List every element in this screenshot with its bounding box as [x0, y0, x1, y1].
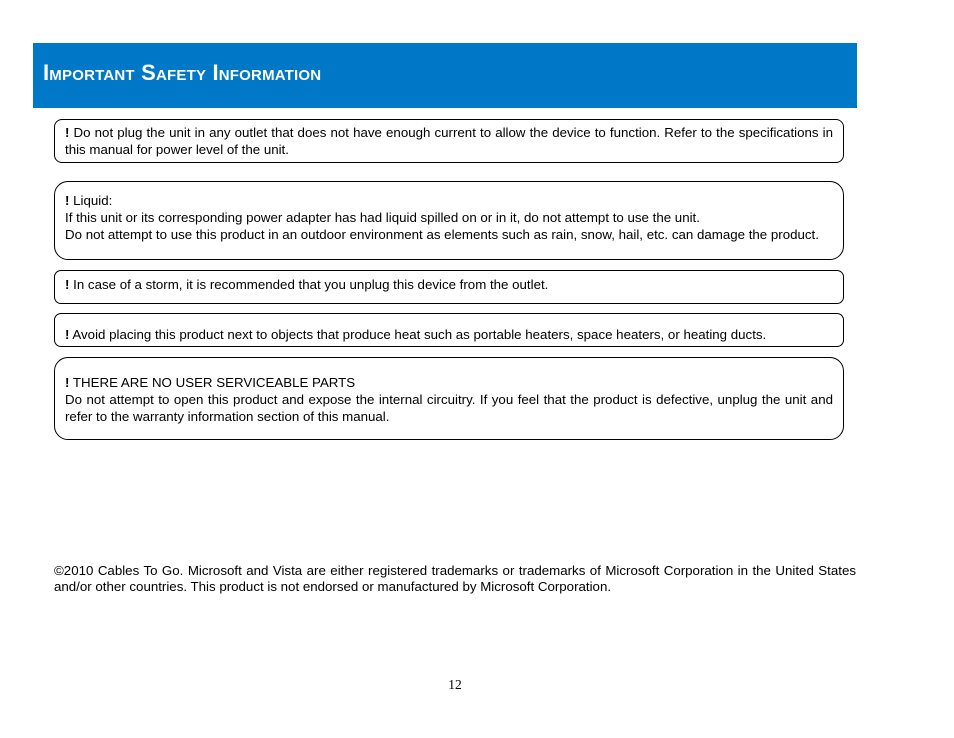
page-number: 12: [448, 677, 462, 692]
safety-notice-power-outlet: [54, 119, 844, 163]
page-title: Important Safety Information: [43, 60, 322, 85]
warning-mark: !: [65, 327, 70, 342]
notice-text: ! Do not plug the unit in any outlet that does not have enough current to allow the device to function. Refer to the specifications in this manual for power level of the unit.: [65, 125, 833, 157]
notice-heading: ! THERE ARE NO USER SERVICEABLE PARTS: [65, 375, 356, 390]
notice-text: ! Avoid placing this product next to objects that produce heat such as portable heaters, space heaters, or heating ducts.: [65, 327, 767, 342]
safety-notice-no-serviceable-parts: [54, 357, 844, 440]
warning-mark: !: [65, 277, 70, 292]
safety-notice-heat: [54, 313, 844, 347]
copyright-notice: ©2010 Cables To Go. Microsoft and Vista are either registered trademarks or trademarks of Microsoft Corporation in the United States and/or other countries. This product is not endorsed or manufactured by Microsoft Corporation.: [54, 563, 856, 594]
notice-text: ! In case of a storm, it is recommended that you unplug this device from the outlet.: [65, 277, 549, 292]
notice-text: If this unit or its corresponding power adapter has had liquid spilled on or in it, do not attempt to use the unit.: [65, 210, 700, 225]
notice-heading: ! Liquid:: [65, 193, 113, 208]
warning-mark: !: [65, 375, 70, 390]
warning-mark: !: [65, 193, 70, 208]
section-header-banner: [33, 43, 857, 108]
notice-text: Do not attempt to use this product in an outdoor environment as elements such as rain, snow, hail, etc. can damage the product.: [65, 227, 819, 242]
notice-text: Do not attempt to open this product and expose the internal circuitry. If you feel that the product is defective, unplug the unit and refer to the warranty information section of this manual.: [65, 392, 833, 424]
warning-mark: !: [65, 125, 70, 140]
safety-notice-liquid: [54, 181, 844, 260]
safety-notice-storm: [54, 270, 844, 304]
